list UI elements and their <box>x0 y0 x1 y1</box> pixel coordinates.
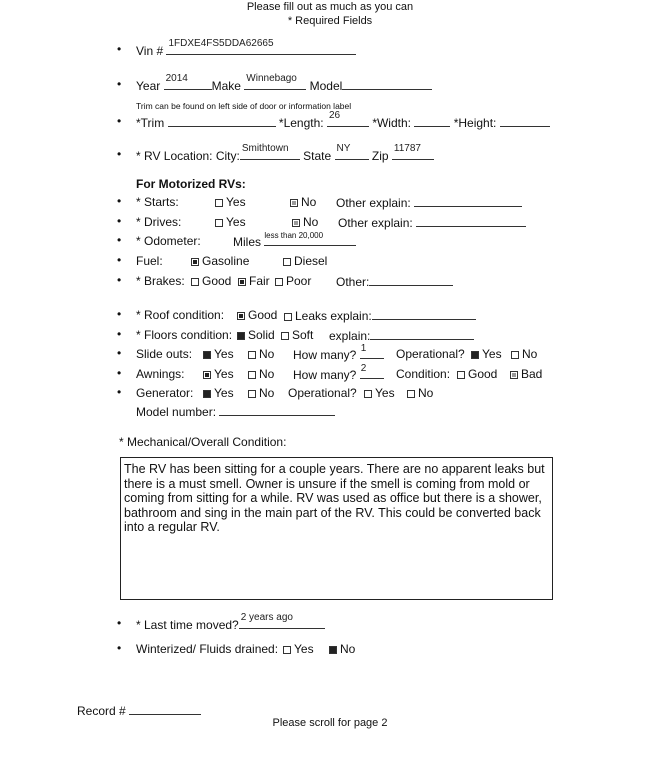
explain-label: explain: <box>329 329 371 343</box>
model-field[interactable] <box>342 78 432 90</box>
option-label: Leaks explain: <box>295 309 372 323</box>
option-label: Poor <box>286 274 312 288</box>
state-label: State <box>303 149 332 163</box>
winterized-label: Winterized/ Fluids drained: <box>136 642 279 656</box>
slideouts-count-field[interactable] <box>360 343 384 359</box>
option-label: Yes <box>482 347 502 361</box>
slideouts-op-no-option[interactable] <box>511 347 537 361</box>
option-label: Diesel <box>294 254 328 268</box>
starts-other <box>336 195 522 210</box>
awnings-label: Awnings: <box>136 367 185 381</box>
checkbox-icon[interactable] <box>248 390 256 398</box>
checkbox-icon[interactable] <box>191 278 199 286</box>
checkbox-icon[interactable] <box>457 371 465 379</box>
year-label: Year <box>136 79 161 93</box>
option-label: No <box>259 386 275 400</box>
option-label: Yes <box>226 195 246 209</box>
checkbox-checked-icon[interactable] <box>329 646 337 654</box>
model-label: Model <box>309 79 343 93</box>
checkbox-icon[interactable] <box>364 390 372 398</box>
brakes-poor-option[interactable] <box>275 274 311 288</box>
record-field[interactable] <box>129 703 201 715</box>
option-label: Gasoline <box>202 254 250 268</box>
generator-yes-option[interactable] <box>203 386 234 400</box>
width-label: *Width: <box>372 116 411 130</box>
starts-yes-option[interactable] <box>215 195 246 209</box>
slideouts-label: Slide outs: <box>136 347 193 361</box>
checkbox-icon[interactable] <box>248 351 256 359</box>
height-label: *Height: <box>453 116 497 130</box>
starts-no-option[interactable] <box>290 195 316 209</box>
awnings-count-field[interactable] <box>360 363 384 379</box>
option-label: Yes <box>214 347 234 361</box>
trim-label: *Trim <box>136 116 165 130</box>
other-label: Other explain: <box>336 196 411 210</box>
trim-note: Trim can be found on left side of door or information label <box>136 101 352 111</box>
bullet: • <box>117 366 122 380</box>
length-field[interactable] <box>327 110 369 127</box>
floors-label: * Floors condition: <box>136 328 233 342</box>
drives-other <box>338 215 526 230</box>
zip-value: 11787 <box>393 143 421 154</box>
option-label: Soft <box>292 328 314 342</box>
odometer-miles <box>233 231 356 249</box>
bullet: • <box>117 327 122 341</box>
checkbox-checked-icon[interactable] <box>471 351 479 359</box>
fuel-label: Fuel: <box>136 254 163 268</box>
checkbox-icon[interactable] <box>248 371 256 379</box>
brakes-label: * Brakes: <box>136 274 185 288</box>
checkbox-checked-icon[interactable] <box>203 371 211 379</box>
checkbox-checked-icon[interactable] <box>510 371 518 379</box>
slideouts-operational-label: Operational? <box>396 347 465 361</box>
other-label: Other explain: <box>338 216 413 230</box>
odometer-label: * Odometer: <box>136 234 201 248</box>
record-row <box>77 703 201 718</box>
starts-label: * Starts: <box>136 195 179 209</box>
option-label: No <box>522 347 538 361</box>
length-value: 26 <box>328 110 341 121</box>
bullet: • <box>117 42 122 56</box>
roof-label: * Roof condition: <box>136 308 225 322</box>
checkbox-icon[interactable] <box>284 313 292 321</box>
bullet: • <box>117 385 122 399</box>
awnings-good-option[interactable] <box>457 367 497 381</box>
option-label: Yes <box>214 367 234 381</box>
state-field[interactable] <box>335 143 369 160</box>
option-label: Yes <box>294 642 314 656</box>
option-label: Solid <box>248 328 275 342</box>
other-label: Other: <box>336 275 370 289</box>
vin-value: 1FDXE4FS5DDA62665 <box>168 38 274 49</box>
last-moved-label: * Last time moved? <box>136 618 239 632</box>
checkbox-checked-icon[interactable] <box>237 332 245 340</box>
floors-solid-option[interactable] <box>237 328 275 342</box>
generator-operational-label: Operational? <box>288 386 357 400</box>
last-moved-field[interactable] <box>239 612 325 629</box>
bullet: • <box>117 233 122 247</box>
year-field[interactable] <box>164 73 212 90</box>
bullet: • <box>117 194 122 208</box>
winterized-yes-option[interactable] <box>283 642 314 656</box>
header-required-note: * Required Fields <box>287 15 373 27</box>
footer-scroll-note: Please scroll for page 2 <box>272 717 388 729</box>
city-value: Smithtown <box>241 143 289 154</box>
bullet: • <box>117 114 122 128</box>
vin-field[interactable] <box>166 38 356 55</box>
drives-no-option[interactable] <box>292 215 318 229</box>
checkbox-icon[interactable] <box>407 390 415 398</box>
option-label: Bad <box>521 367 543 381</box>
awnings-count-value: 2 <box>360 363 367 374</box>
city-field[interactable] <box>240 143 300 160</box>
starts-other-field[interactable] <box>414 195 522 207</box>
generator-label: Generator: <box>136 386 194 400</box>
record-label: Record # <box>77 704 126 718</box>
option-label: Fair <box>249 274 270 288</box>
checkbox-checked-icon[interactable] <box>203 351 211 359</box>
checkbox-checked-icon[interactable] <box>290 199 298 207</box>
floors-explain-field[interactable] <box>370 328 474 340</box>
bullet: • <box>117 273 122 287</box>
awnings-no-option[interactable] <box>248 367 274 381</box>
dimensions-row <box>136 110 550 130</box>
checkbox-icon[interactable] <box>283 258 291 266</box>
awnings-yes-option[interactable] <box>203 367 234 381</box>
option-label: No <box>301 195 317 209</box>
option-label: Good <box>468 367 498 381</box>
option-label: Good <box>248 308 278 322</box>
option-label: No <box>259 367 275 381</box>
bullet: • <box>117 147 122 161</box>
location-label: * RV Location: City: <box>136 149 240 163</box>
option-label: No <box>418 386 434 400</box>
checkbox-icon[interactable] <box>275 278 283 286</box>
brakes-other-field[interactable] <box>369 274 453 286</box>
drives-label: * Drives: <box>136 215 182 229</box>
width-field[interactable] <box>414 115 450 127</box>
miles-label: Miles <box>233 235 262 249</box>
make-value: Winnebago <box>246 73 297 84</box>
bullet: • <box>117 346 122 360</box>
option-label: Yes <box>214 386 234 400</box>
checkbox-checked-icon[interactable] <box>292 219 300 227</box>
model-number-row <box>136 404 335 419</box>
vin-row <box>136 38 356 58</box>
roof-leaks-option[interactable] <box>284 308 476 323</box>
header-instructions: Please fill out as much as you can <box>246 1 414 13</box>
floors-explain <box>329 328 474 343</box>
mechanical-condition-textarea[interactable]: The RV has been sitting for a couple years. There are no apparent leaks but there is a must smell. Owner is unsure if the smell is coming from mold or coming from sitting for a while. RV was used as office but there is a shower, bathroom and sing in the main part of the RV. This could be converted back into a regular RV. <box>120 457 553 600</box>
checkbox-icon[interactable] <box>281 332 289 340</box>
slideouts-how-many <box>293 343 384 362</box>
motorized-heading: For Motorized RVs: <box>136 177 246 191</box>
checkbox-icon[interactable] <box>283 646 291 654</box>
last-moved-value: 2 years ago <box>240 612 293 623</box>
year-make-model-row <box>136 73 432 93</box>
state-value: NY <box>336 143 351 154</box>
fuel-gasoline-option[interactable] <box>191 254 249 268</box>
generator-no-option[interactable] <box>248 386 274 400</box>
height-field[interactable] <box>500 115 550 127</box>
checkbox-icon[interactable] <box>511 351 519 359</box>
generator-op-yes-option[interactable] <box>364 386 395 400</box>
option-label: Yes <box>375 386 395 400</box>
fuel-diesel-option[interactable] <box>283 254 327 268</box>
option-label: Yes <box>226 215 246 229</box>
year-value: 2014 <box>165 73 188 84</box>
option-label: No <box>259 347 275 361</box>
checkbox-icon[interactable] <box>215 199 223 207</box>
bullet: • <box>117 214 122 228</box>
option-label: No <box>340 642 356 656</box>
model-number-label: Model number: <box>136 405 217 419</box>
location-row <box>136 143 434 163</box>
option-label: Good <box>202 274 232 288</box>
bullet: • <box>117 253 122 267</box>
odometer-value: less than 20,000 <box>264 231 324 240</box>
checkbox-icon[interactable] <box>215 219 223 227</box>
checkbox-checked-icon[interactable] <box>237 312 245 320</box>
slideouts-yes-option[interactable] <box>203 347 234 361</box>
checkbox-checked-icon[interactable] <box>203 390 211 398</box>
make-field[interactable] <box>244 73 306 90</box>
winterized-no-option[interactable] <box>329 642 355 656</box>
zip-field[interactable] <box>392 143 434 160</box>
how-many-label: How many? <box>293 348 357 362</box>
drives-yes-option[interactable] <box>215 215 246 229</box>
length-label: *Length: <box>278 116 324 130</box>
roof-good-option[interactable] <box>237 308 277 322</box>
generator-op-no-option[interactable] <box>407 386 433 400</box>
trim-field[interactable] <box>168 115 276 127</box>
checkbox-checked-icon[interactable] <box>238 278 246 286</box>
slideouts-count-value: 1 <box>360 343 367 354</box>
vin-label: Vin # <box>136 44 164 58</box>
awnings-bad-option[interactable] <box>510 367 542 381</box>
checkbox-checked-icon[interactable] <box>191 258 199 266</box>
awnings-condition-label: Condition: <box>396 367 451 381</box>
option-label: No <box>303 215 319 229</box>
brakes-good-option[interactable] <box>191 274 231 288</box>
brakes-fair-option[interactable] <box>238 274 270 288</box>
odometer-field[interactable] <box>264 231 356 246</box>
awnings-how-many <box>293 363 384 382</box>
drives-other-field[interactable] <box>416 215 526 227</box>
floors-soft-option[interactable] <box>281 328 313 342</box>
slideouts-no-option[interactable] <box>248 347 274 361</box>
bullet: • <box>117 307 122 321</box>
last-moved-row <box>136 612 325 632</box>
slideouts-op-yes-option[interactable] <box>471 347 502 361</box>
how-many-label: How many? <box>293 368 357 382</box>
bullet: • <box>117 77 122 91</box>
mechanical-label: * Mechanical/Overall Condition: <box>119 435 287 449</box>
roof-leaks-field[interactable] <box>372 308 476 320</box>
brakes-other <box>336 274 453 289</box>
model-number-field[interactable] <box>219 404 335 416</box>
zip-label: Zip <box>371 149 389 163</box>
bullet: • <box>117 641 122 655</box>
make-label: Make <box>211 79 241 93</box>
bullet: • <box>117 616 122 630</box>
